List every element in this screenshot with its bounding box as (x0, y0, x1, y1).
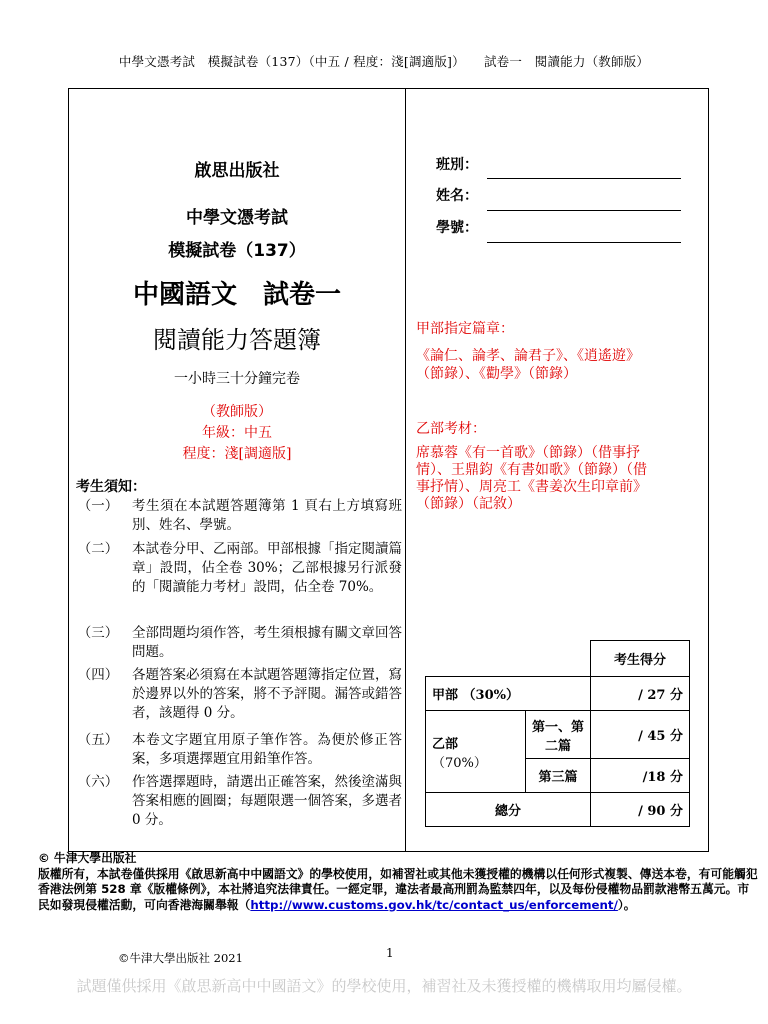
part-b-percent: （70%） (432, 755, 487, 771)
notice-item (74, 540, 404, 620)
student-id-field[interactable] (487, 242, 681, 243)
publisher-name: 啟思出版社 (194, 161, 280, 181)
notice-item (74, 624, 404, 664)
running-header: 中學文憑考試 模擬試卷（137）（中五 / 程度：淺[調適版]） 試卷一 閱讀能力（教師版） (118, 54, 650, 69)
customs-link[interactable]: http://www.customs.gov.hk/tc/contact_us/enforcement/ (250, 897, 618, 912)
score-table (425, 640, 690, 827)
section-1-2-score: / 45 分 (591, 711, 690, 759)
section-3-score: /18 分 (591, 759, 690, 793)
copyright-body: 版權所有，本試卷僅供採用《啟思新高中中國語文》的學校使用，如補習社或其他未獲授權的機構以任何形式複製、傳送本卷，有可能觸犯香港法例第 528 章《版權條例》，本社將追究法律責任。一經定罪，違法者最高刑罰為監禁四年，以及每份侵權物品罰款港幣五萬元。市民如發現侵權活動，可向香港海關舉報（ (38, 866, 758, 912)
part-a-score: / 27 分 (591, 677, 690, 711)
notice-number: （三） (77, 625, 119, 641)
page-number: 1 (386, 946, 394, 960)
notice-title: 考生須知： (76, 479, 146, 495)
notice-item (74, 773, 404, 833)
notice-text: 本卷文字題宜用原子筆作答。為便於修正答案，多項選擇題宜用鉛筆作答。 (132, 732, 402, 767)
part-a-score-label: 甲部 （30%） (426, 677, 591, 711)
notice-text: 全部問題均須作答，考生須根據有關文章回答問題。 (132, 625, 402, 660)
subject-paper-title: 中國語文 試卷一 (132, 280, 341, 310)
notice-text: 本試卷分甲、乙兩部。甲部根據「指定閱讀篇章」設問，佔全卷 30%；乙部根據另行派發的「閱讀能力考材」設問，佔全卷 70%。 (132, 541, 402, 595)
copyright-notice (38, 851, 758, 913)
name-label: 姓名： (436, 188, 478, 204)
notice-text: 作答選擇題時，請選出正確答案，然後塗滿與答案相應的圓圈；每題限選一個答案，多選者 0 分。 (132, 774, 402, 828)
watermark: 試題僅供採用《啟思新高中中國語文》的學校使用，補習社及未獲授權的機構取用均屬侵權。 (76, 977, 692, 995)
level-label: 程度：淺[調適版] (182, 446, 292, 462)
score-header: 考生得分 (591, 641, 690, 677)
part-b-score-label (426, 711, 526, 793)
notice-item (74, 731, 404, 771)
edition-label: （教師版） (202, 404, 272, 420)
class-label: 班別： (436, 157, 478, 173)
paper-set: 模擬試卷（137） (168, 241, 306, 261)
notice-text: 各題答案必須寫在本試題答題簿指定位置，寫於邊界以外的答案，將不予評閱。漏答或錯答者，該題得 0 分。 (132, 667, 402, 721)
notice-number: （六） (77, 774, 119, 790)
section-3-label: 第三篇 (526, 759, 591, 793)
part-b-heading: 乙部考材： (416, 421, 486, 437)
notice-number: （一） (77, 498, 119, 514)
notice-number: （四） (77, 667, 119, 683)
copyright-title: © 牛津大學出版社 (38, 851, 137, 865)
part-b-texts-line: 席慕蓉《有一首歌》（節錄）（借事抒 (416, 445, 640, 461)
box-divider (405, 88, 406, 852)
grade-label: 年級：中五 (202, 425, 272, 441)
notice-item (74, 497, 404, 537)
part-b-texts-line: （節錄）（記敘） (416, 496, 521, 512)
part-b-texts-line: 情）、王鼎鈞《有書如歌》（節錄）（借 (416, 462, 647, 478)
part-a-texts-line: 《論仁、論孝、論君子》、《逍遙遊》 (416, 348, 640, 364)
exam-name: 中學文憑考試 (186, 208, 288, 228)
part-b-label: 乙部 (432, 736, 459, 752)
part-b-texts-line: 事抒情）、周亮工《書姜次生印章前》 (416, 479, 647, 495)
booklet-title: 閱讀能力答題簿 (153, 326, 321, 354)
copyright-end: ）。 (617, 897, 636, 912)
part-a-texts-line: （節錄）、《勸學》（節錄） (416, 366, 577, 382)
part-a-heading: 甲部指定篇章： (416, 321, 514, 337)
notice-text: 考生須在本試題答題簿第 1 頁右上方填寫班別、姓名、學號。 (132, 498, 402, 533)
total-label: 總分 (426, 793, 591, 827)
class-field[interactable] (487, 178, 681, 179)
notice-number: （五） (77, 732, 119, 748)
duration: 一小時三十分鐘完卷 (174, 371, 300, 387)
notice-number: （二） (77, 541, 119, 557)
notice-item (74, 666, 404, 726)
footer-copyright: ©牛津大學出版社 2021 (118, 951, 243, 965)
total-score: / 90 分 (591, 793, 690, 827)
section-1-2-label: 第一、第二篇 (526, 711, 591, 759)
copyright-text (38, 867, 758, 914)
name-field[interactable] (487, 210, 681, 211)
student-id-label: 學號： (436, 220, 478, 236)
